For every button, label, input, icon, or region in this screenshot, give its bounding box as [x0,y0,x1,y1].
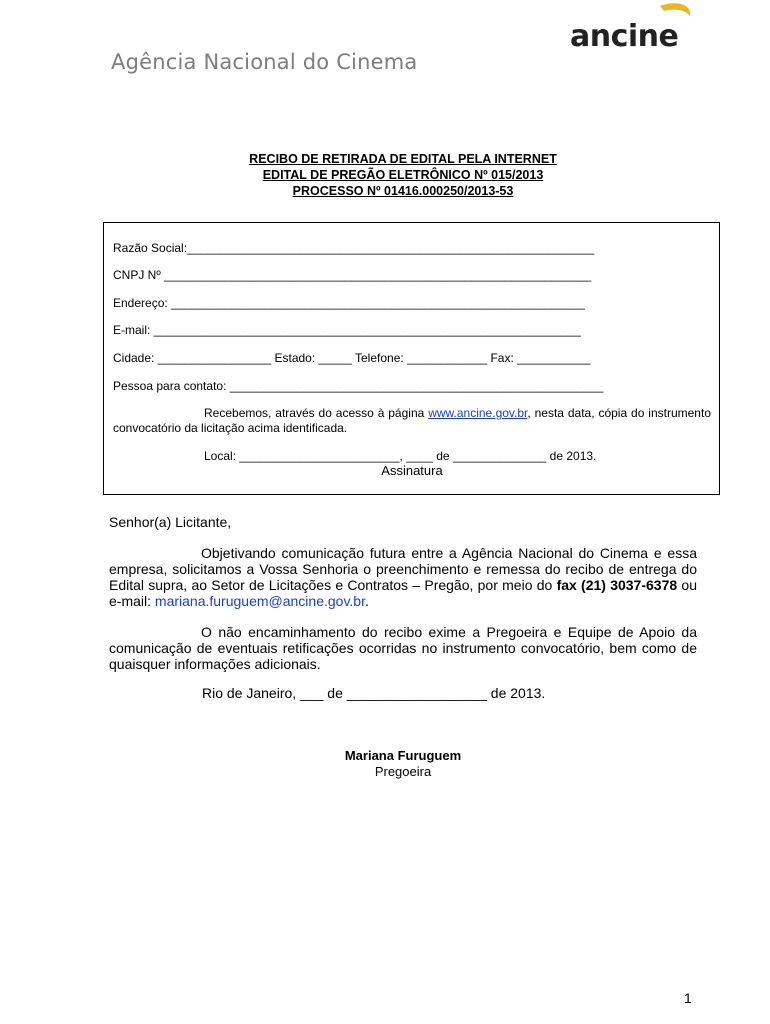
greeting: Senhor(a) Licitante, [109,514,232,530]
signer-role: Pregoeira [374,764,432,779]
notice-paragraph: O não encaminhamento do recibo exime a Pregoeira e Equipe de Apoio da comunicação de eventuais retificações ocorridas no instrumento convocatório, bem como de quaisquer informações adicionais. [109,624,697,672]
razao-social-field: Razão Social:_____________________________________________________________ [113,241,595,255]
ancine-website-link[interactable]: www.ancine.gov.br [428,406,528,420]
local-date-line: Local: ________________________, ____ de ______________ de 2013. [204,449,597,463]
signature-label: Assinatura [381,463,443,478]
email-field: E-mail: ________________________________________________________________ [113,323,581,337]
receipt-statement: Recebemos, através do acesso à página www.ancine.gov.br, nesta data, cópia do instrumento convocatório da licitação acima identificada. [113,406,711,435]
signer-name: Mariana Furuguem [344,748,462,763]
fax-number: fax (21) 3037-6378 [556,577,678,593]
agency-name: Agência Nacional do Cinema [111,50,418,74]
date-line: Rio de Janeiro, ___ de __________________ de 2013. [202,685,546,701]
logo-swoosh [660,3,690,16]
instructions-paragraph: Objetivando comunicação futura entre a Agência Nacional do Cinema e essa empresa, solicitamos a Vossa Senhoria o preenchimento e remessa do recibo de entrega do Edital supra, ao Setor de Licitações e Contratos – Pregão, por meio do fax (21) 3037-6378 ou e-mail: mariana.furuguem@ancine.gov.br. [109,545,697,609]
contact-person-field: Pessoa para contato: ________________________________________________________ [113,379,604,393]
cidade-estado-telefone-fax-field: Cidade: _________________ Estado: _____ Telefone: ____________ Fax: ___________ [113,351,591,365]
contact-email[interactable]: mariana.furuguem@ancine.gov.br [154,593,365,609]
document-title: RECIBO DE RETIRADA DE EDITAL PELA INTERNET [249,152,557,166]
page-number: 1 [684,990,692,1006]
process-number: PROCESSO Nº 01416.000250/2013-53 [292,184,514,198]
edital-number: EDITAL DE PREGÃO ELETRÔNICO Nº 015/2013 [262,168,544,182]
cnpj-field: CNPJ Nº ________________________________________________________________ [113,268,592,282]
ancine-logo [568,2,700,52]
logo-text: ancine [570,19,679,52]
endereco-field: Endereço: ______________________________________________________________ [113,296,585,310]
